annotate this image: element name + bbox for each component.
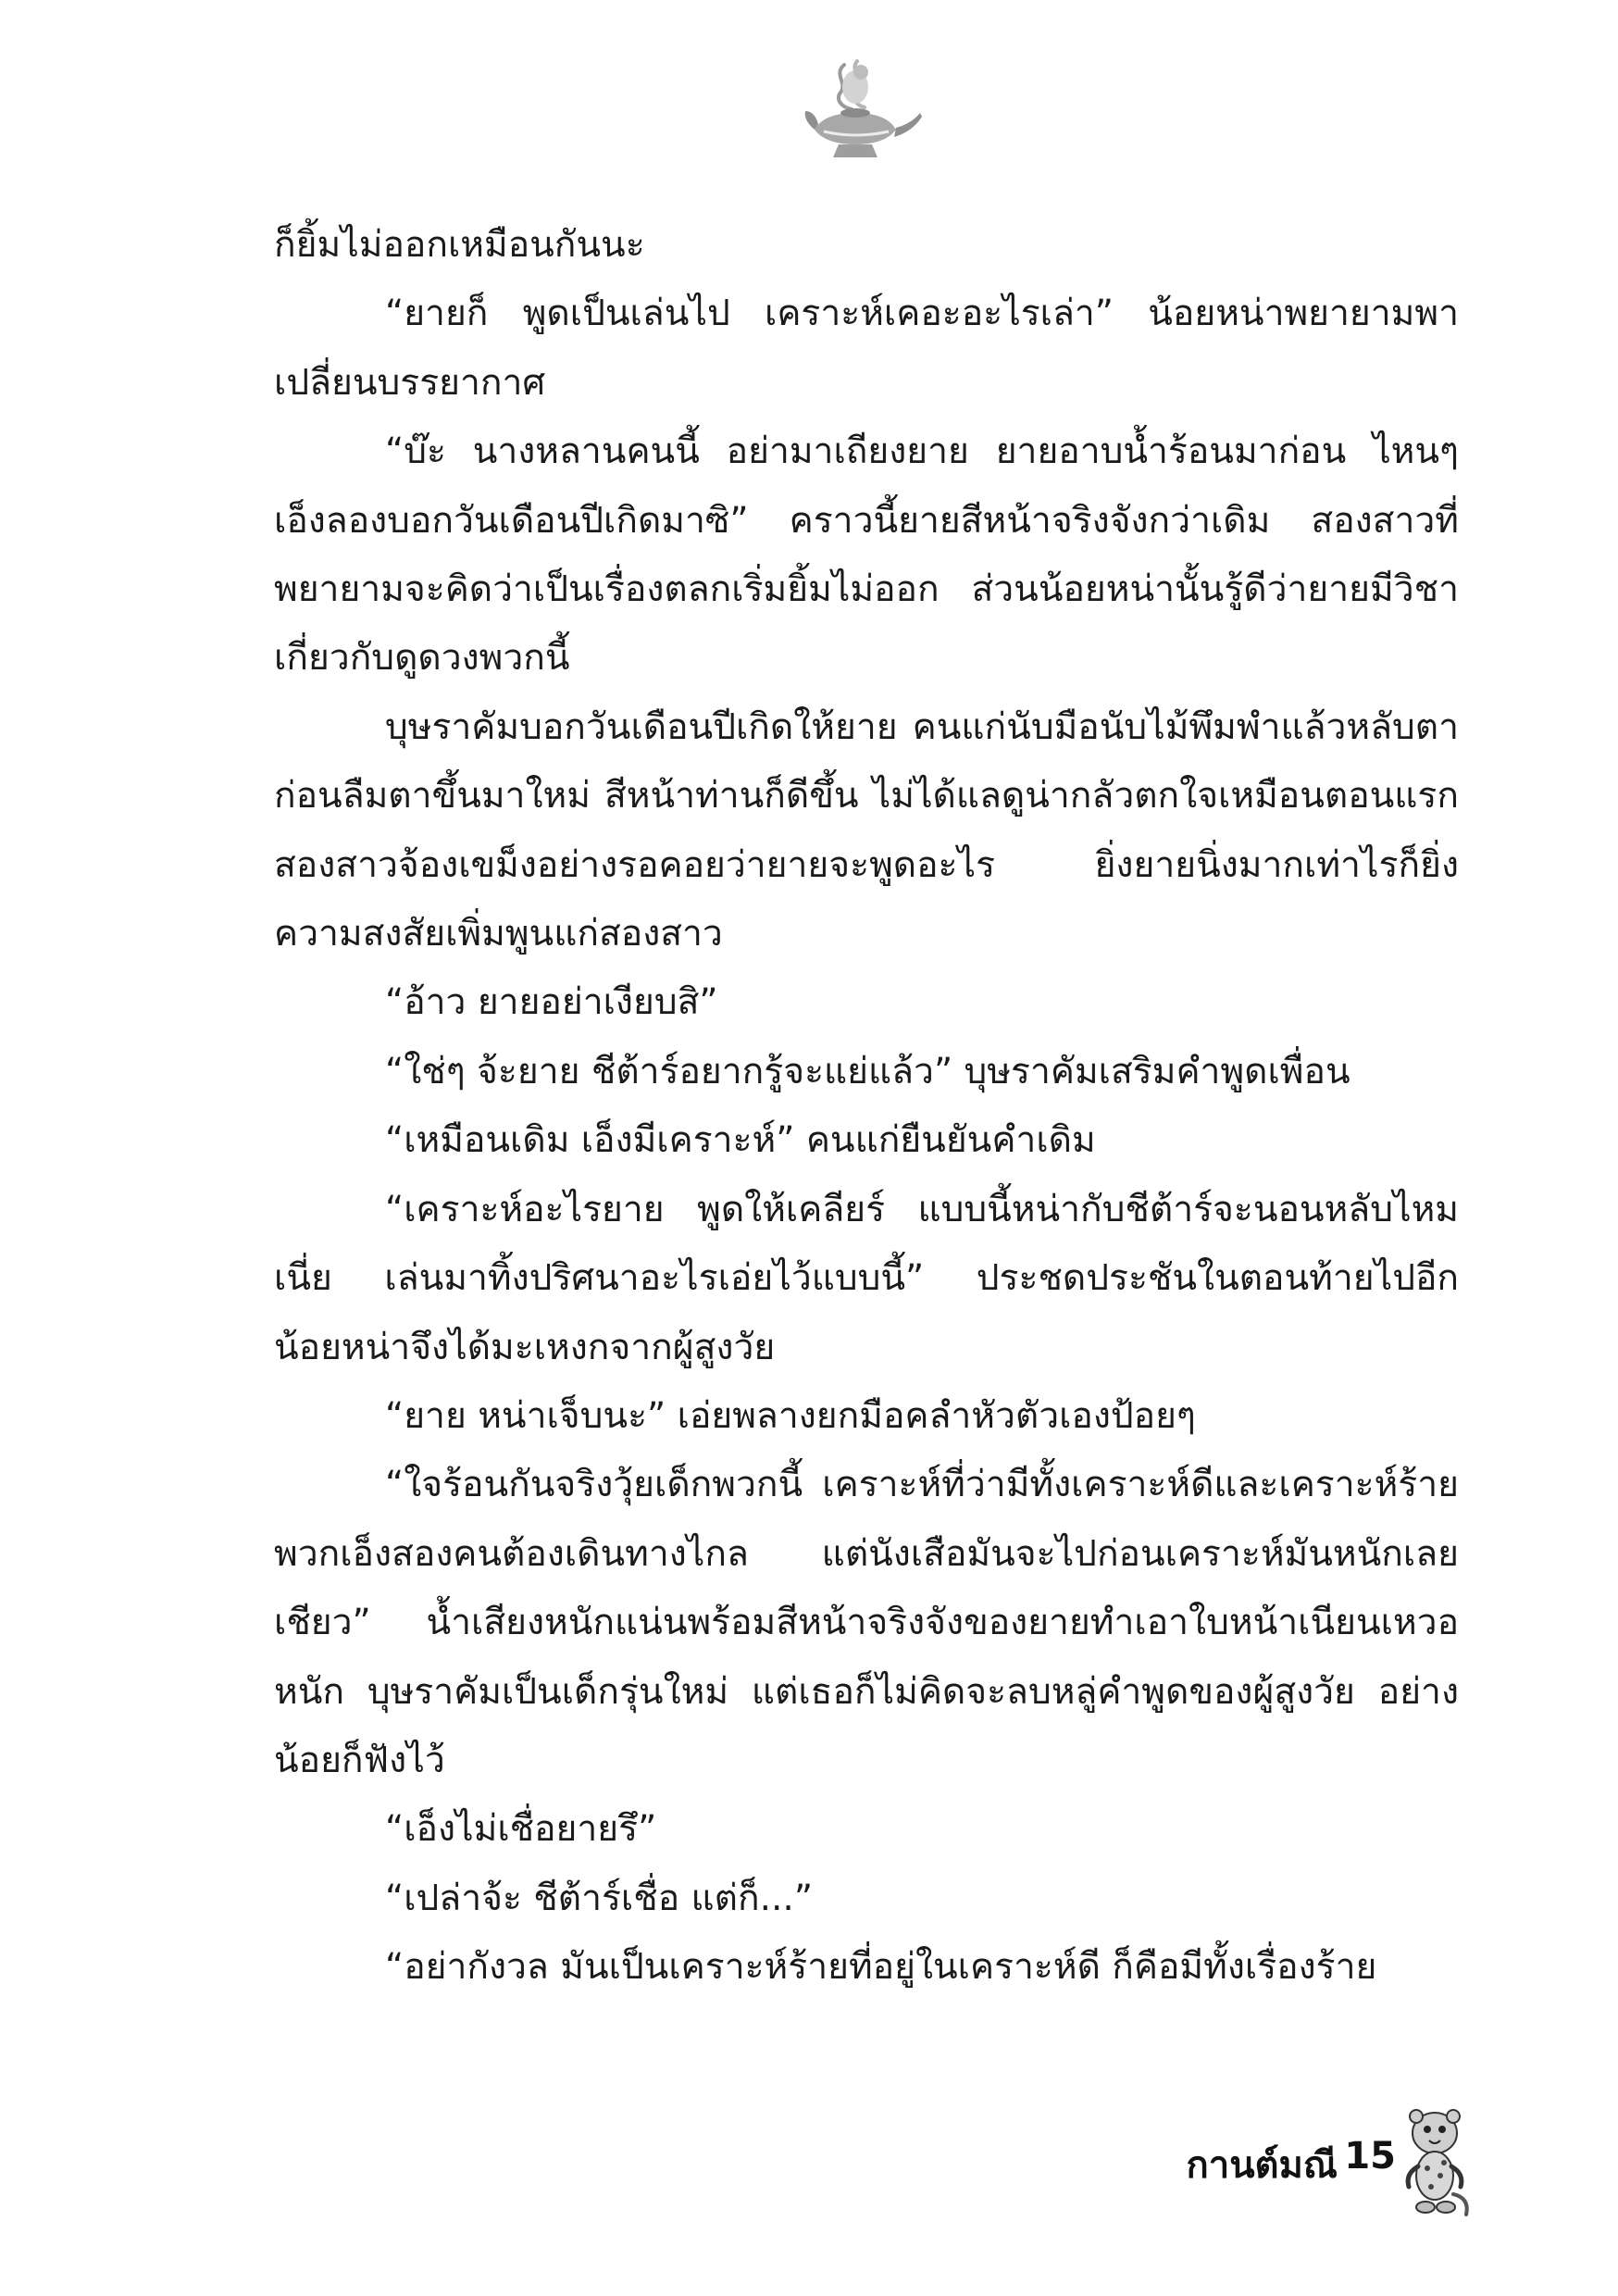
cheetah-mascot-icon: [1398, 2102, 1472, 2222]
paragraph: “ยายก็ พูดเป็นเล่นไป เคราะห์เคอะอะไรเล่า” น้อยหน่าพยายามพาเปลี่ยนบรรยากาศ: [274, 293, 1459, 404]
book-title: กานต์มณี: [1186, 2144, 1338, 2187]
paragraph: “เปล่าจ้ะ ชีต้าร์เชื่อ แต่ก็...”: [385, 1877, 814, 1919]
paragraph: ก็ยิ้มไม่ออกเหมือนกันนะ: [274, 224, 645, 266]
magic-lamp-with-genie-icon: [796, 56, 926, 167]
paragraph: “บ๊ะ นางหลานคนนี้ อย่ามาเถียงยาย ยายอาบน้ำร้อนมาก่อน ไหนๆ เอ็งลองบอกวันเดือนปีเกิดมาซิ” คราวนี้ยายสีหน้าจริงจังกว่าเดิม สองสาวที่พยายามจะคิดว่าเป็นเรื่องตลกเริ่มยิ้มไม่ออก ส่วนน้อยหน่านั้นรู้ดีว่ายายมีวิชาเกี่ยวกับดูดวงพวกนี้: [274, 430, 1459, 680]
body-text: [274, 211, 1459, 2003]
paragraph: “เหมือนเดิม เอ็งมีเคราะห์” คนแก่ยืนยันคำเดิม: [385, 1119, 1096, 1162]
paragraph: “อย่ากังวล มันเป็นเคราะห์ร้ายที่อยู่ในเคราะห์ดี ก็คือมีทั้งเรื่องร้าย: [385, 1946, 1377, 1989]
paragraph: บุษราคัมบอกวันเดือนปีเกิดให้ยาย คนแก่นับมือนับไม้พึมพำแล้วหลับตา ก่อนลืมตาขึ้นมาใหม่ สีหน้าท่านก็ดีขึ้น ไม่ได้แลดูน่ากลัวตกใจเหมือนตอนแรก สองสาวจ้องเขม็งอย่างรอคอยว่ายายจะพูดอะไร ยิ่งยายนิ่งมากเท่าไรก็ยิ่งความสงสัยเพิ่มพูนแก่สองสาว: [274, 705, 1459, 955]
paragraph: “อ้าว ยายอย่าเงียบสิ”: [385, 981, 718, 1024]
paragraph: “ใจร้อนกันจริงวุ้ยเด็กพวกนี้ เคราะห์ที่ว่ามีทั้งเคราะห์ดีและเคราะห์ร้าย พวกเอ็งสองคนต้องเดินทางไกล แต่นังเสือมันจะไปก่อนเคราะห์มันหนักเลยเชียว” น้ำเสียงหนักแน่นพร้อมสีหน้าจริงจังของยายทำเอาใบหน้าเนียนเหวอหนัก บุษราคัมเป็นเด็กรุ่นใหม่ แต่เธอก็ไม่คิดจะลบหลู่คำพูดของผู้สูงวัย อย่างน้อยก็ฟังไว้: [274, 1464, 1459, 1781]
paragraph: “ยาย หน่าเจ็บนะ” เอ่ยพลางยกมือคลำหัวตัวเองป้อยๆ: [385, 1394, 1196, 1437]
paragraph: “ใช่ๆ จ้ะยาย ชีต้าร์อยากรู้จะแย่แล้ว” บุษราคัมเสริมคำพูดเพื่อน: [385, 1050, 1350, 1092]
paragraph: “เคราะห์อะไรยาย พูดให้เคลียร์ แบบนี้หน่ากับชีต้าร์จะนอนหลับไหมเนี่ย เล่นมาทิ้งปริศนาอะไรเอ่ยไว้แบบนี้” ประชดประชันในตอนท้ายไปอีก น้อยหน่าจึงได้มะเหงกจากผู้สูงวัย: [274, 1188, 1459, 1368]
page-number: 15: [1344, 2135, 1396, 2177]
paragraph: “เอ็งไม่เชื่อยายรึ”: [385, 1808, 657, 1851]
page-footer: [1092, 2102, 1481, 2231]
